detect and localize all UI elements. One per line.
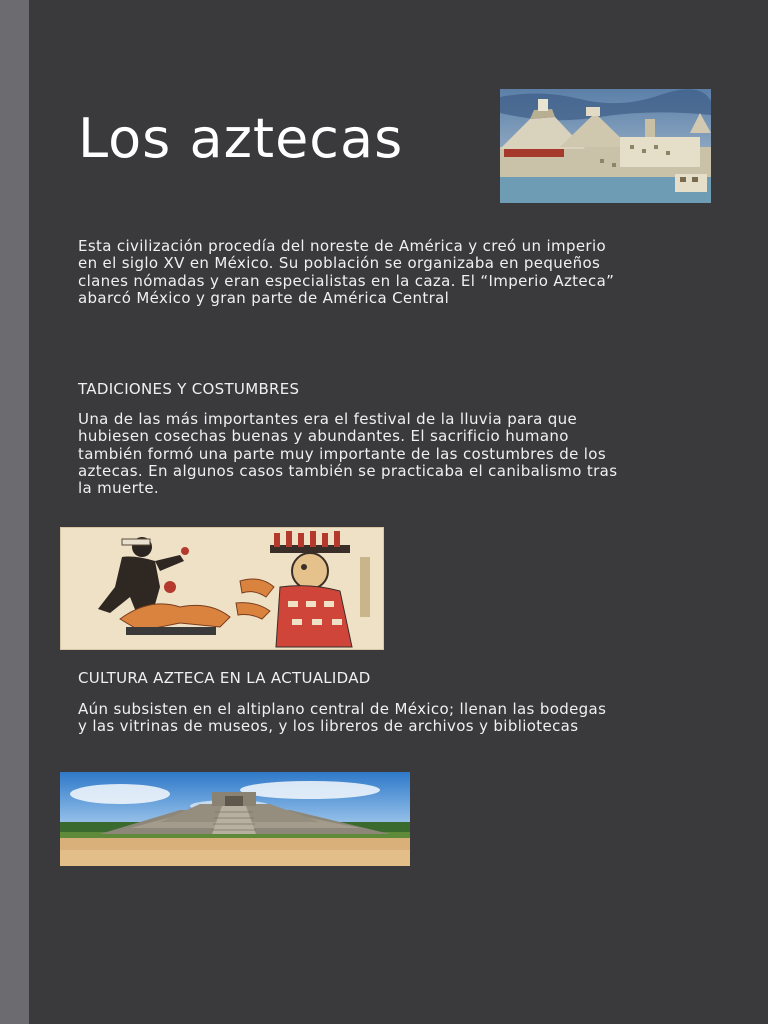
intro-paragraph: Esta civilización procedía del noreste de América y creó un imperio en el siglo XV en México. Su población se organizaba en pequeños clanes nómadas y eran especialistas en la caza. El “Imperio Azteca” abarcó México y gran parte de América Central: [78, 237, 615, 307]
culture-today-paragraph: Aún subsisten en el altiplano central de México; llenan las bodegas y las vitrinas de museos, y los libreros de archivos y bibliotecas: [78, 700, 607, 736]
aztec-codex-sacrifice-image: [60, 527, 384, 650]
page-title: Los aztecas: [78, 107, 404, 170]
section-heading-culture-today: CULTURA AZTECA EN LA ACTUALIDAD: [78, 669, 371, 687]
tenochtitlan-temple-image: [500, 89, 711, 203]
traditions-paragraph: Una de las más importantes era el festival de la lluvia para que hubiesen cosechas buenas y abundantes. El sacrificio humano también formó una parte muy importante de las costumbres de los aztecas. En algunos casos también se practicaba el canibalismo tras la muerte.: [78, 410, 618, 498]
left-margin-strip: [0, 0, 29, 1024]
section-heading-traditions: TADICIONES Y COSTUMBRES: [78, 380, 300, 398]
pyramid-photo: [60, 772, 410, 866]
